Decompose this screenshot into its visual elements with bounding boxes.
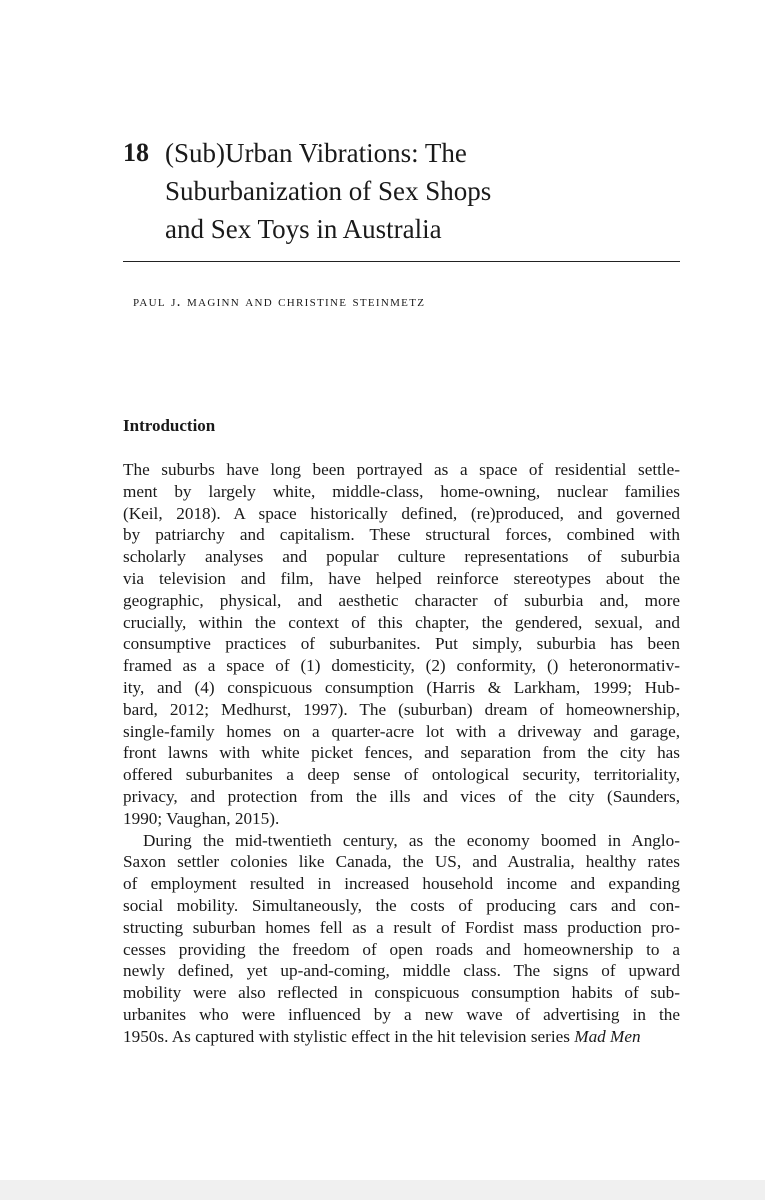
text-line: mobility were also reflected in conspicuous consumption habits of sub-: [123, 983, 680, 1003]
text-line: ment by largely white, middle-class, home-owning, nuclear families: [123, 481, 680, 501]
text-line: Saxon settler colonies like Canada, the US, and Australia, healthy rates: [123, 852, 680, 872]
text-line: The suburbs have long been portrayed as a space of residential settle-: [123, 460, 680, 479]
text-line: front lawns with white picket fences, and separation from the city has: [123, 743, 680, 763]
text-line: bard, 2012; Medhurst, 1997). The (suburban) dream of homeownership,: [123, 699, 680, 719]
text-line: [123, 1026, 680, 1048]
text-line: 1990; Vaughan, 2015).: [123, 808, 280, 828]
chapter-title-line: Suburbanization of Sex Shops: [165, 176, 492, 206]
text-line: During the mid-twentieth century, as the economy boomed in Anglo-: [143, 830, 680, 850]
text-line: structing suburban homes fell as a result of Fordist mass production pro-: [123, 917, 680, 937]
paragraph: [123, 459, 680, 830]
text-line: single-family homes on a quarter-acre lot with a driveway and garage,: [123, 721, 680, 741]
text-line: geographic, physical, and aesthetic character of suburbia and, more: [123, 590, 680, 610]
section-heading: Introduction: [123, 416, 216, 435]
paragraph: [123, 830, 680, 1048]
chapter-heading: [123, 134, 683, 248]
text-line: framed as a space of (1) domesticity, (2) conformity, () heteronormativ-: [123, 656, 680, 676]
chapter-title-line: (Sub)Urban Vibrations: The: [165, 138, 467, 168]
text-fragment: 1950s. As captured with stylistic effect in the hit television series: [123, 1026, 575, 1046]
text-line: (Keil, 2018). A space historically defined, (re)produced, and governed: [123, 503, 680, 523]
show-title: Mad Men: [574, 1026, 641, 1046]
text-line: offered suburbanites a deep sense of ontological security, territoriality,: [123, 765, 680, 785]
title-divider: [123, 261, 680, 262]
text-line: of employment resulted in increased household income and expanding: [123, 874, 680, 894]
text-line: ity, and (4) conspicuous consumption (Harris & Larkham, 1999; Hub-: [123, 677, 680, 697]
text-line: urbanites who were influenced by a new wave of advertising in the: [123, 1004, 680, 1024]
chapter-title: [165, 134, 491, 248]
chapter-title-line: and Sex Toys in Australia: [165, 214, 442, 244]
text-line: privacy, and protection from the ills and vices of the city (Saunders,: [123, 786, 680, 806]
text-line: crucially, within the context of this chapter, the gendered, sexual, and: [123, 612, 680, 632]
text-line: scholarly analyses and popular culture representations of suburbia: [123, 547, 680, 567]
text-line: newly defined, yet up-and-coming, middle class. The signs of upward: [123, 961, 680, 981]
page-gap: [0, 1180, 765, 1200]
chapter-authors: paul j. maginn and christine steinmetz: [133, 293, 426, 310]
text-line: social mobility. Simultaneously, the costs of producing cars and con-: [123, 895, 680, 915]
body-text: [123, 459, 680, 1048]
text-line: consumptive practices of suburbanites. Put simply, suburbia has been: [123, 634, 680, 654]
text-line: cesses providing the freedom of open roads and homeownership to a: [123, 939, 680, 959]
chapter-number: 18: [123, 138, 149, 167]
text-line: by patriarchy and capitalism. These structural forces, combined with: [123, 525, 680, 545]
text-line: via television and film, have helped reinforce stereotypes about the: [123, 568, 680, 588]
